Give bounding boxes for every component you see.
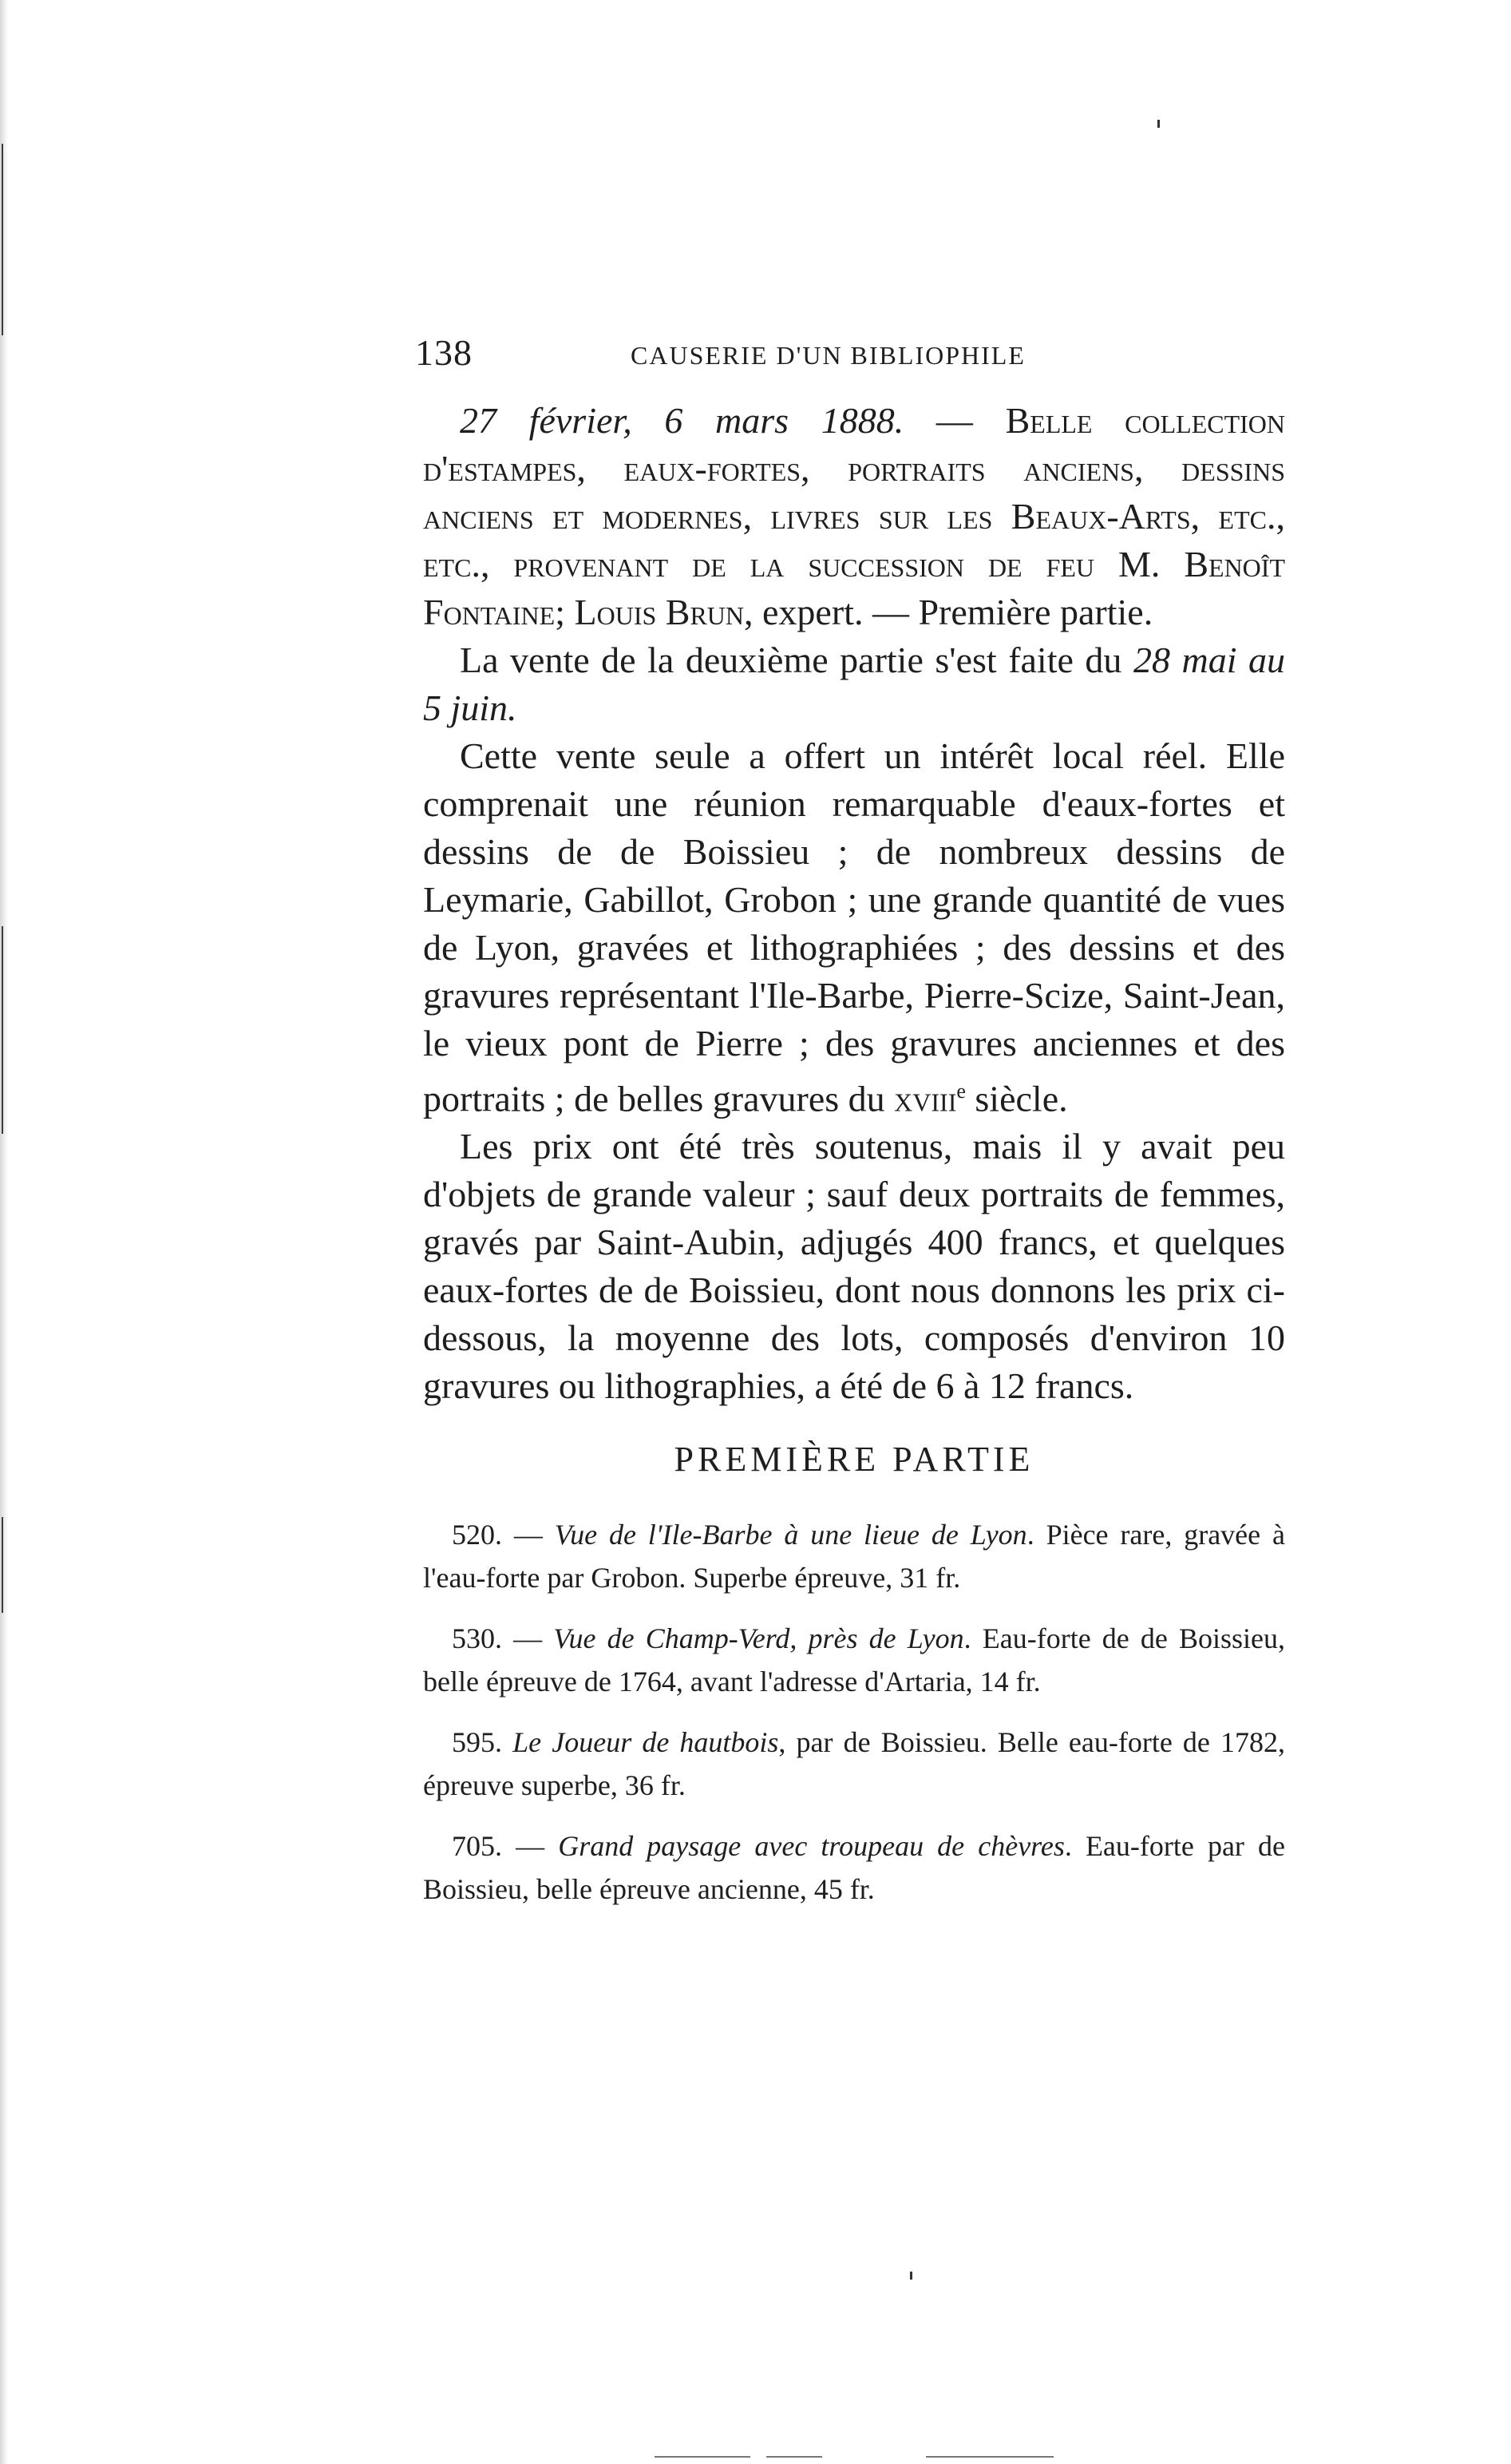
catalog-entry	[423, 1721, 1285, 1807]
expert-suffix: , expert. — Première partie.	[744, 592, 1153, 632]
running-head	[415, 331, 1285, 379]
entry-description: , par de Boissieu. Belle eau-forte de 1782, épreuve superbe, 36 fr.	[423, 1726, 1286, 1801]
page-number: 138	[415, 332, 473, 373]
catalog-entry	[423, 1824, 1285, 1911]
sale-dates: 27 février, 6 mars 1888.	[460, 400, 904, 441]
entry-title: Vue de l'Ile-Barbe à une lieue de Lyon	[554, 1519, 1027, 1551]
dash: —	[904, 400, 1006, 441]
catalog-entries	[423, 1513, 1285, 1928]
century: xviii	[894, 1078, 957, 1119]
lot-number: 530.	[452, 1622, 502, 1654]
dash: —	[502, 1622, 554, 1654]
entry-title: Le Joueur de hautbois	[512, 1726, 779, 1758]
expert-name: Louis Brun	[574, 592, 745, 632]
entry-description: . Pièce rare, gravée à l'eau-forte par Grobon. Superbe épreuve, 31 fr.	[423, 1519, 1286, 1594]
running-title: CAUSERIE D'UN BIBLIOPHILE	[631, 341, 1026, 370]
section-title: PREMIÈRE PARTIE	[674, 1440, 1034, 1479]
second-part-paragraph	[423, 636, 1285, 732]
interest-text: Cette vente seule a offert un intérêt local réel. Elle comprenait une réunion remarquable d'eaux-fortes et dessins de de Boissieu ; de nombreux dessins de Leymarie, Gabillot, Grobon ; une grande quantité de vues de Lyon, gravées et lithographiées ; des dessins et des gravures représentant l'Ile-Barbe, Pierre-Scize, Saint-Jean, le vieux pont de Pierre ; des gravures anciennes et des portraits ; de belles gravures du	[423, 735, 1285, 1119]
interest-paragraph	[423, 732, 1285, 1123]
prices-paragraph: Les prix ont été très soutenus, mais il y avait peu d'objets de grande valeur ; sauf deux portraits de femmes, gravés par Saint-Aubin, adjugés 400 francs, et quelques eaux-fortes de de Boissieu, dont nous donnons les prix ci-dessous, la moyenne des lots, composés d'environ 10 gravures ou lithographies, a été de 6 à 12 francs.	[423, 1126, 1285, 1407]
dash: —	[502, 1830, 559, 1862]
dash: —	[502, 1519, 555, 1551]
page-left-edge	[0, 0, 8, 2464]
catalog-entry	[423, 1617, 1285, 1703]
second-part-dates: 28 mai au 5 juin.	[423, 640, 1285, 728]
separator: ;	[555, 592, 575, 632]
second-part-prefix: La vente de la deuxième partie s'est faite du	[460, 640, 1133, 680]
dash	[502, 1726, 512, 1758]
century-suffix: siècle.	[965, 1078, 1068, 1119]
scan-edge-mark	[2, 1517, 3, 1613]
scan-edge-mark	[2, 926, 3, 1134]
scan-edge-mark	[2, 144, 3, 335]
entry-description: . Eau-forte de de Boissieu, belle épreuve de 1764, avant l'adresse d'Artaria, 14 fr.	[423, 1622, 1285, 1697]
lot-number: 705.	[452, 1830, 502, 1862]
lot-number: 595.	[452, 1726, 502, 1758]
scan-line	[926, 2456, 1054, 2458]
entry-title: Vue de Champ-Verd, près de Lyon	[553, 1622, 964, 1654]
sale-heading	[423, 397, 1285, 636]
body-text	[423, 397, 1285, 1410]
scan-line	[655, 2456, 750, 2458]
entry-title: Grand paysage avec troupeau de chèvres	[558, 1830, 1065, 1862]
sale-title: Belle collection d'estampes, eaux-fortes, portraits anciens, dessins anciens et modernes, livres sur les Beaux-Arts, etc., etc., provenant de la succession de feu M. Benoît Fontaine	[423, 400, 1286, 632]
entry-description: . Eau-forte par de Boissieu, belle épreuve ancienne, 45 fr.	[423, 1830, 1286, 1905]
catalog-entry	[423, 1513, 1285, 1599]
speck	[910, 2272, 912, 2280]
lot-number: 520.	[452, 1519, 502, 1551]
century-sup: e	[956, 1079, 966, 1103]
speck	[1157, 120, 1160, 128]
scan-line	[766, 2456, 822, 2458]
